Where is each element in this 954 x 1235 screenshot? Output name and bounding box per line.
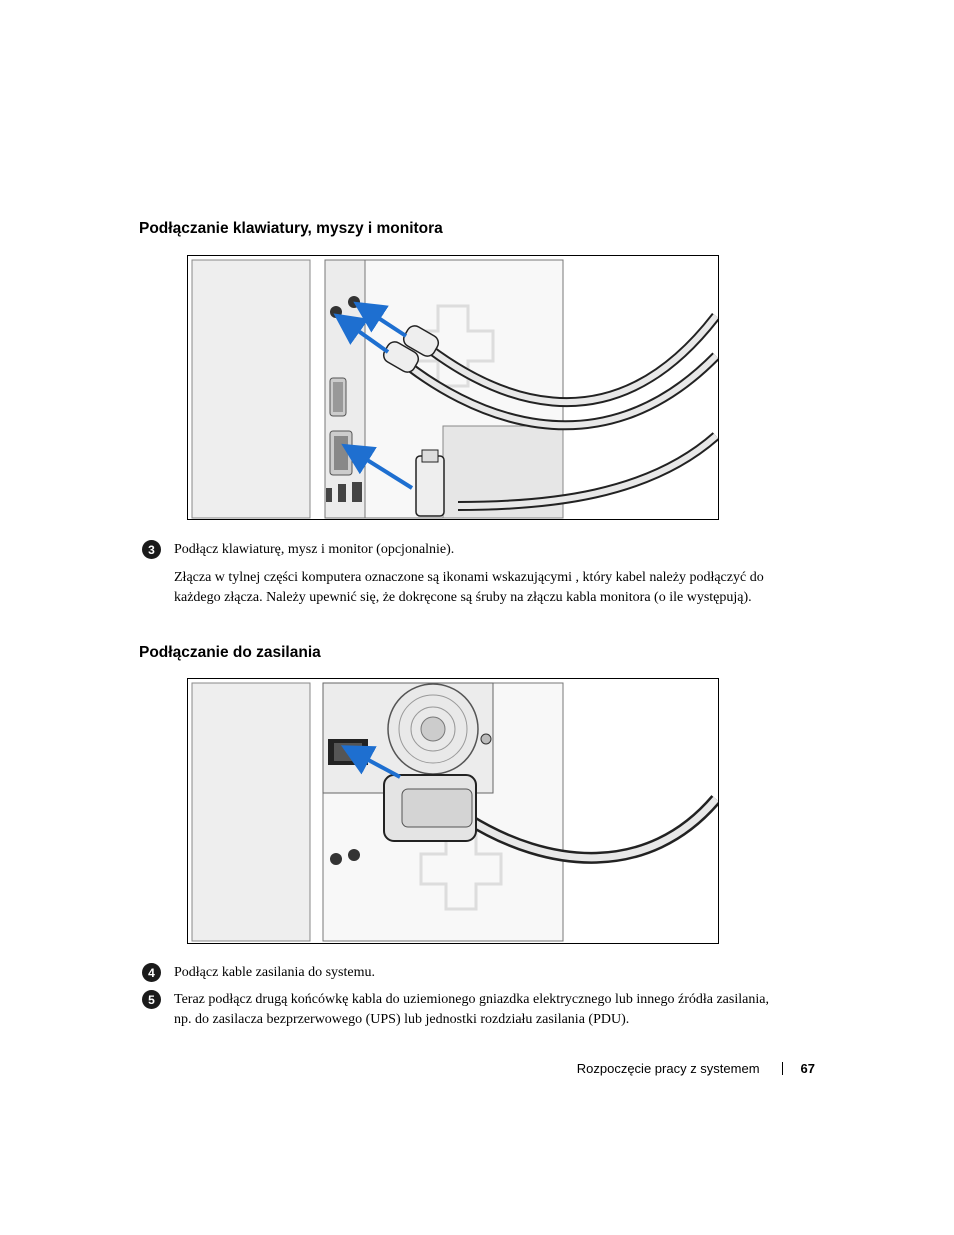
step-5 — [142, 990, 782, 1030]
footer-separator — [782, 1062, 783, 1075]
step-3-text: Podłącz klawiaturę, mysz i monitor (opcjonalnie). — [174, 542, 455, 557]
step-4 — [142, 963, 782, 983]
section-heading-keyboard-mouse-monitor: Podłączanie klawiatury, myszy i monitora — [139, 220, 443, 237]
step-3 — [142, 540, 782, 560]
figure-power — [187, 678, 719, 944]
page-number: 67 — [800, 1061, 815, 1076]
step-5-text: Teraz podłącz drugą końcówkę kabla do uziemionego gniazdka elektrycznego lub innego źródła zasilania, np. do zasilacza bezprzerwowego (UPS) lub jednostki rozdziału zasilania (PDU). — [174, 992, 769, 1027]
footer-section-title: Rozpoczęcie pracy z systemem — [576, 1061, 760, 1076]
step-number-badge: 4 — [142, 963, 161, 982]
step-number-badge: 5 — [142, 990, 161, 1009]
illustration-connectors — [188, 256, 718, 519]
connector-note: Złącza w tylnej części komputera oznaczone są ikonami wskazującymi , który kabel należy podłączyć do każdego złącza. Należy upewnić się, że dokręcone są śruby na złączu kabla monitora (o ile występują). — [174, 570, 764, 605]
illustration-power-cable — [188, 679, 718, 943]
page-footer — [500, 1061, 815, 1076]
figure-keyboard-mouse-monitor — [187, 255, 719, 520]
step-4-text: Podłącz kable zasilania do systemu. — [174, 965, 375, 980]
step-number-badge: 3 — [142, 540, 161, 559]
section-heading-power: Podłączanie do zasilania — [139, 644, 321, 661]
